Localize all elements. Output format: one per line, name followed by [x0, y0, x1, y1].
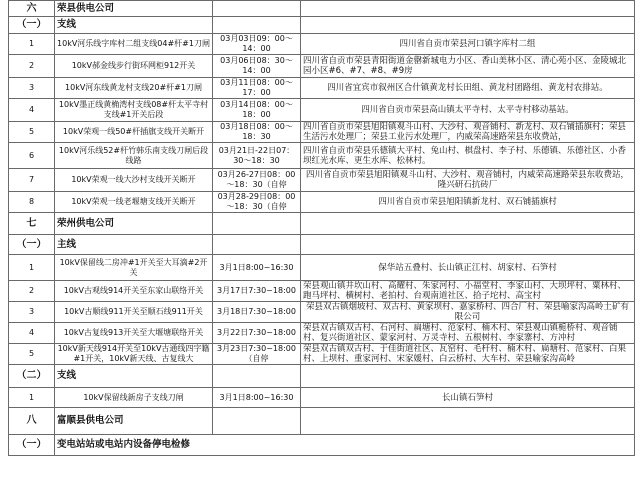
row-number: 1	[9, 388, 55, 408]
empty-cell	[213, 213, 301, 235]
table-row	[9, 344, 635, 365]
table-row	[9, 255, 635, 281]
line-name: 10kV墨正线黄桷湾村支线08#杆太平寺村支线#1开关后段	[55, 99, 213, 122]
left-margin	[0, 0, 8, 480]
section-title: 主线	[55, 235, 213, 255]
table-row	[9, 169, 635, 192]
empty-cell	[301, 365, 635, 388]
section-row	[9, 235, 635, 255]
line-name: 10kV郝金线步行街环网柜912开关	[55, 55, 213, 78]
section-row	[9, 213, 635, 235]
line-name: 10kV荣观一线大沙村支线开关断开	[55, 169, 213, 192]
row-number: （二）	[9, 365, 55, 388]
row-number: 8	[9, 192, 55, 213]
row-number: 5	[9, 122, 55, 143]
line-name: 10kV河乐线字库村二组支线04#杆#1刀闸	[55, 34, 213, 55]
row-number: 3	[9, 302, 55, 323]
outage-area: 保华站五叠村、长山镇正江村、胡家村、石笋村	[301, 255, 635, 281]
outage-time: 03月11日08：00～17：00	[213, 78, 301, 99]
section-title: 支线	[55, 365, 213, 388]
line-name: 10kV河乐线52#杆竹韩乐南支线刀闸后段线路	[55, 143, 213, 169]
row-number: 2	[9, 281, 55, 302]
outage-area: 四川省自贡市荣县河口镇字库村二组	[301, 34, 635, 55]
outage-area: 四川省自贡市荣县旭阳镇新龙村、双石铺插旗村	[301, 192, 635, 213]
section-title: 变电站站或电站内设备停电检修	[55, 435, 635, 456]
row-number: 4	[9, 99, 55, 122]
section-row	[9, 17, 635, 34]
row-number: 七	[9, 213, 55, 235]
empty-cell	[301, 235, 635, 255]
outage-area: 四川省自贡市荣县青阳街道金罄新城电力小区、香山美林小区、清心苑小区、金陵城北园小区#6、#7、#8、#9房	[301, 55, 635, 78]
line-name: 10kV河东线黄龙村支线20#杆#1刀闸	[55, 78, 213, 99]
outage-area: 长山镇石笋村	[301, 388, 635, 408]
empty-cell	[301, 17, 635, 34]
row-number: 4	[9, 323, 55, 344]
line-name: 10kV荣观一线50#杆插旗支线开关断开	[55, 122, 213, 143]
line-name: 10kV古顺线911开关至顺石线911开关	[55, 302, 213, 323]
table-row	[9, 122, 635, 143]
table-row	[9, 78, 635, 99]
section-row	[9, 365, 635, 388]
table-row	[9, 388, 635, 408]
row-number: （一）	[9, 235, 55, 255]
outage-area: 荣县双古镇双古村、于佳街道社区、瓦窑村、毛杆村、楠木村、扁塘村、范家村、白果村、上坝村、重家河村、宋家媛村、白云桥村、大车村、荣县喻家沟高岭	[301, 344, 635, 365]
table-row	[9, 281, 635, 302]
empty-cell	[301, 213, 635, 235]
empty-cell	[213, 365, 301, 388]
outage-time: 3月1日8:00~16:30	[213, 388, 301, 408]
section-title: 荣州供电公司	[55, 213, 213, 235]
row-number: 六	[9, 1, 55, 17]
row-number: 6	[9, 143, 55, 169]
line-name: 10kV古复线913开关至大堰塘联络开关	[55, 323, 213, 344]
outage-area: 四川省自贡市荣县乐德镇大平村、兔山村、棋盘村、李子村、乐德镇、乐德社区、小香坝红光水库、更生水库、松林村。	[301, 143, 635, 169]
row-number: 7	[9, 169, 55, 192]
outage-table-body	[9, 1, 635, 456]
outage-area: 荣县双古镇双古村、石河村、扁塘村、范家村、楠木村、荣县观山镇栀桥村、观音铺村、复兴街道社区、蒙家河村、万灵寺村、五根树村、李家寨村、方冲村	[301, 323, 635, 344]
line-name: 10kV荣观一线老堰塘支线开关断开	[55, 192, 213, 213]
row-number: （一）	[9, 435, 55, 456]
outage-time: 03月28-29日08：00～18：30（自停	[213, 192, 301, 213]
outage-time: 03月03日09：00～14：00	[213, 34, 301, 55]
row-number: （一）	[9, 17, 55, 34]
table-row	[9, 99, 635, 122]
table-row	[9, 143, 635, 169]
section-title: 荣县供电公司	[55, 1, 213, 17]
row-number: 2	[9, 55, 55, 78]
outage-area: 四川省宜宾市叙州区合什镇黄龙村长田组、黄龙村团路组、黄龙村农排站。	[301, 78, 635, 99]
table-row	[9, 323, 635, 344]
line-name: 10kV古观线914开关至东家山联络开关	[55, 281, 213, 302]
table-row	[9, 192, 635, 213]
section-title: 富顺县供电公司	[55, 408, 213, 435]
row-number: 1	[9, 34, 55, 55]
outage-time: 3月18日7:30~18:00	[213, 302, 301, 323]
section-title: 支线	[55, 17, 213, 34]
outage-area: 四川省自贡市荣县高山镇太平寺村、太平寺村移动基站。	[301, 99, 635, 122]
outage-table	[8, 0, 635, 456]
outage-time: 3月23日7:30~18:00（自停	[213, 344, 301, 365]
outage-area: 四川省自贡市荣县旭阳镇观斗山村、大沙村、观音铺村、新龙村、双石铺插旗村；荣县生活污水处理厂；荣县工业污水处理厂，内威荣高速路荣县东收费站，	[301, 122, 635, 143]
line-name: 10kV新天线914开关至10kV古通线四字籍#1开关，10kV新天线、古复线大	[55, 344, 213, 365]
outage-time: 03月26-27日08：00～18：30（自停	[213, 169, 301, 192]
line-name: 10kV保留线二房冲#1开关至大耳滴#2开关	[55, 255, 213, 281]
table-row	[9, 34, 635, 55]
outage-area: 荣县双古镇烟坡村、双古村、黄家坝村、嘉家桥村、四合厂村、荣县喻家沟高岭土矿有限公司	[301, 302, 635, 323]
empty-cell	[213, 17, 301, 34]
section-row	[9, 1, 635, 17]
table-row	[9, 302, 635, 323]
outage-area: 荣县观山镇井坎山村、高耀村、朱家河村、小福堂村、李家山村、大坝坪村、粟林村、跑马坪村、横树村、老拍村、台观南道社区、拾子坨村、高宝村	[301, 281, 635, 302]
section-row	[9, 435, 635, 456]
empty-cell	[301, 408, 635, 435]
outage-time: 3月22日7:30~18:00	[213, 323, 301, 344]
row-number: 八	[9, 408, 55, 435]
outage-time: 03月06日08：30～14：00	[213, 55, 301, 78]
outage-time: 3月1日8:00~16:30	[213, 255, 301, 281]
row-number: 5	[9, 344, 55, 365]
outage-area: 四川省自贡市荣县旭阳镇观斗山村、大沙村、观音铺村，内威荣高速路荣县东收费站，隆兴研石抗砖厂	[301, 169, 635, 192]
empty-cell	[213, 1, 301, 17]
outage-time: 3月17日7:30~18:00	[213, 281, 301, 302]
section-row	[9, 408, 635, 435]
empty-cell	[301, 1, 635, 17]
outage-time: 03月18日08：00～18：30	[213, 122, 301, 143]
row-number: 3	[9, 78, 55, 99]
outage-time: 03月14日08：00～18：00	[213, 99, 301, 122]
row-number: 1	[9, 255, 55, 281]
empty-cell	[213, 408, 301, 435]
outage-time: 03月21日-22日07：30～18：30	[213, 143, 301, 169]
table-row	[9, 55, 635, 78]
empty-cell	[213, 235, 301, 255]
line-name: 10kV保留线新房子支线刀闸	[55, 388, 213, 408]
